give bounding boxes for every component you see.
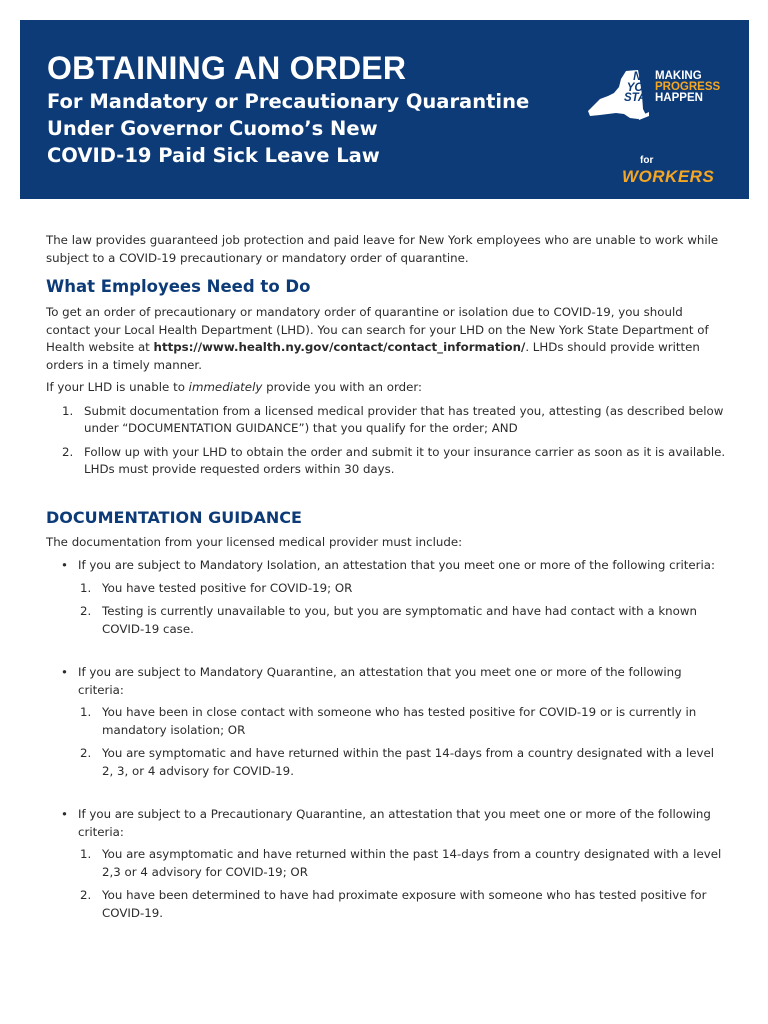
subtitle-line: COVID-19 Paid Sick Leave Law: [47, 144, 380, 167]
criteria-list: [46, 557, 726, 922]
list-item: 1. You are asymptomatic and have returned within the past 14-days from a country designated with a level 2,3 or 4 advisory for COVID-19; OR: [80, 847, 722, 879]
list-item: 2. You have been determined to have had proximate exposure with someone who has tested positive for COVID-19.: [80, 888, 707, 920]
list-item: 1. Submit documentation from a licensed medical provider that has treated you, attesting (as described below under “DOCUMENTATION GUIDANCE”) that you qualify for the order; AND: [62, 403, 724, 435]
criteria-group: • If you are subject to Mandatory Quarantine, an attestation that you meet one or more of the following criteria: 1. You have been in close contact with someone who has tested positive for COVID-19 or is currently in mandatory isolation; OR 2. You are symptomatic and have returned within the past 14-days from a country designated with a level 2, 3, or 4 advisory for COVID-19.: [46, 664, 726, 780]
criteria-group: • If you are subject to Mandatory Isolation, an attestation that you meet one or more of the following criteria: 1. You have tested positive for COVID-19; OR 2. Testing is currently unavailable to you, but you are symptomatic and have had contact with a known COVID-19 case.: [46, 557, 726, 638]
section-heading-documentation: DOCUMENTATION GUIDANCE: [46, 507, 302, 527]
list-item: 2. Testing is currently unavailable to you, but you are symptomatic and have had contact with a known COVID-19 case.: [80, 604, 697, 636]
subtitle-line: For Mandatory or Precautionary Quarantine: [47, 90, 530, 113]
bullet-icon: •: [61, 807, 68, 821]
bullet-icon: •: [61, 558, 68, 572]
subtitle-line: Under Governor Cuomo’s New: [47, 117, 378, 140]
for-label: for: [640, 155, 654, 166]
criteria-sub-list: [78, 704, 726, 780]
section-heading-employees: What Employees Need to Do: [46, 277, 311, 296]
header-banner: [20, 20, 749, 199]
nys-logo: [586, 69, 746, 194]
workers-wordmark: WORKERS: [622, 167, 715, 186]
lhd-search-link[interactable]: https://www.health.ny.gov/contact/contact_information/: [153, 340, 526, 354]
steps-list: [46, 403, 726, 479]
list-item: 2. Follow up with your LHD to obtain the order and submit it to your insurance carrier as soon as it is available. LHDs must provide requested orders within 30 days.: [62, 444, 726, 476]
list-item: 1. You have been in close contact with someone who has tested positive for COVID-19 or is currently in mandatory isolation; OR: [80, 705, 697, 737]
ny-state-wordmark: NEW YORK STATE: [624, 71, 660, 104]
criteria-group: • If you are subject to a Precautionary Quarantine, an attestation that you meet one or more of the following criteria: 1. You are asymptomatic and have returned within the past 14-days from a country designated with a level 2,3 or 4 advisory for COVID-19; OR 2. You have been determined to have had proximate exposure with someone who has tested positive for COVID-19.: [46, 806, 726, 922]
bullet-icon: •: [61, 665, 68, 679]
page-subtitle: [47, 88, 529, 169]
documentation-intro: The documentation from your licensed medical provider must include:: [46, 534, 463, 549]
intro-paragraph: The law provides guaranteed job protection and paid leave for New York employees who are unable to work while subject to a COVID-19 precautionary or mandatory order of quarantine.: [46, 233, 719, 265]
criteria-sub-list: [78, 580, 726, 639]
criteria-sub-list: [78, 846, 726, 922]
list-item: 2. You are symptomatic and have returned within the past 14-days from a country designated with a level 2, 3, or 4 advisory for COVID-19.: [80, 746, 715, 778]
page-title: OBTAINING AN ORDER: [47, 50, 407, 86]
slogan-wordmark: MAKING PROGRESS HAPPEN: [655, 70, 721, 104]
list-item: 1. You have tested positive for COVID-19; OR: [80, 580, 353, 595]
lhd-unable-paragraph: If your LHD is unable to immediately provide you with an order:: [46, 380, 423, 394]
document-body: [46, 232, 726, 948]
lhd-paragraph: To get an order of precautionary or mandatory order of quarantine or isolation due to COVID-19, you should contact your Local Health Department (LHD). You can search for your LHD on the New York State Department of Health website at https://www.health.ny.gov/contact/contact_information/. LHDs should provide written orders in a timely manner.: [46, 305, 709, 372]
